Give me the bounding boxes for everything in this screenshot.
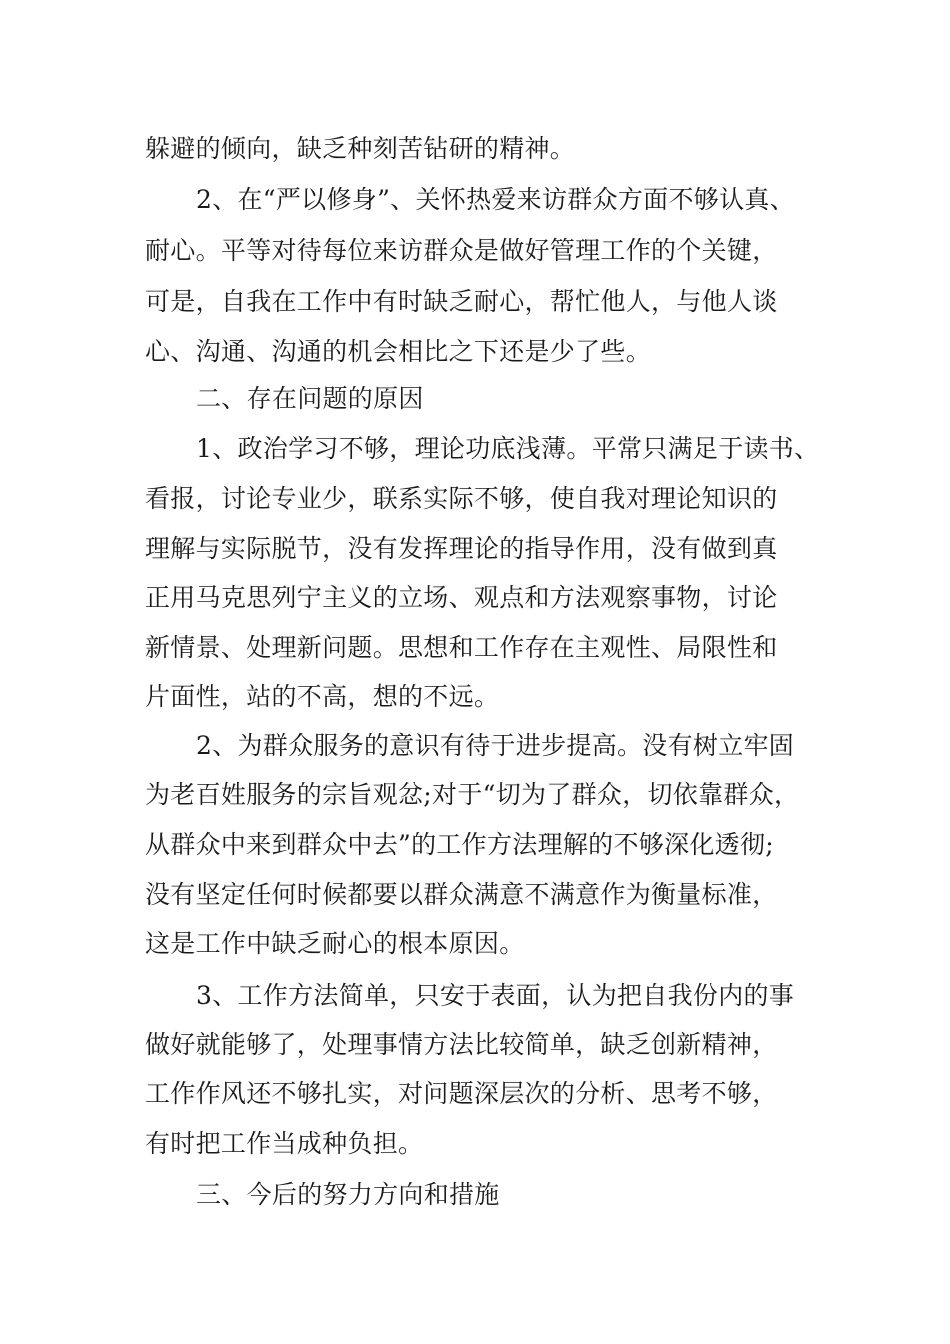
text-line: 正用马克思列宁主义的立场、观点和方法观察事物，讨论 <box>145 583 778 612</box>
text-line: 理解与实际脱节，没有发挥理论的指导作用，没有做到真 <box>145 534 778 563</box>
section-heading: 二、存在问题的原因 <box>196 384 424 413</box>
text-line: 看报，讨论专业少，联系实际不够，使自我对理论知识的 <box>145 484 778 513</box>
paragraph-start: 3、工作方法简单，只安于表面，认为把自我份内的事 <box>196 981 795 1010</box>
section-heading: 三、今后的努力方向和措施 <box>196 1180 500 1209</box>
paragraph-start: 1、政治学习不够，理论功底浅薄。平常只满足于读书、 <box>196 434 820 463</box>
text-line: 做好就能够了，处理事情方法比较简单，缺乏创新精神， <box>145 1030 778 1059</box>
text-line: 耐心。平等对待每位来访群众是做好管理工作的个关键， <box>145 236 778 265</box>
text-line: 没有坚定任何时候都要以群众满意不满意作为衡量标准， <box>145 880 778 909</box>
text-line: 心、沟通、沟通的机会相比之下还是少了些。 <box>145 337 652 366</box>
text-line: 躲避的倾向，缺乏种刻苦钻研的精神。 <box>145 134 576 163</box>
paragraph-start: 2、为群众服务的意识有待于进步提高。没有树立牢固 <box>196 731 795 760</box>
text-line: 这是工作中缺乏耐心的根本原因。 <box>145 929 525 958</box>
paragraph-start: 2、在“严以修身”、关怀热爱来访群众方面不够认真、 <box>196 185 795 214</box>
text-line: 工作作风还不够扎实，对问题深层次的分析、思考不够， <box>145 1079 778 1108</box>
text-line: 为老百姓服务的宗旨观忿;对于“切为了群众，切依靠群众， <box>145 780 800 809</box>
text-line: 新情景、处理新问题。思想和工作存在主观性、局限性和 <box>145 633 778 662</box>
text-line: 从群众中来到群众中去”的工作方法理解的不够深化透彻; <box>145 830 775 859</box>
text-line: 可是，自我在工作中有时缺乏耐心，帮忙他人，与他人谈 <box>145 287 778 316</box>
text-line: 有时把工作当成种负担。 <box>145 1129 424 1158</box>
text-line: 片面性，站的不高，想的不远。 <box>145 682 500 711</box>
